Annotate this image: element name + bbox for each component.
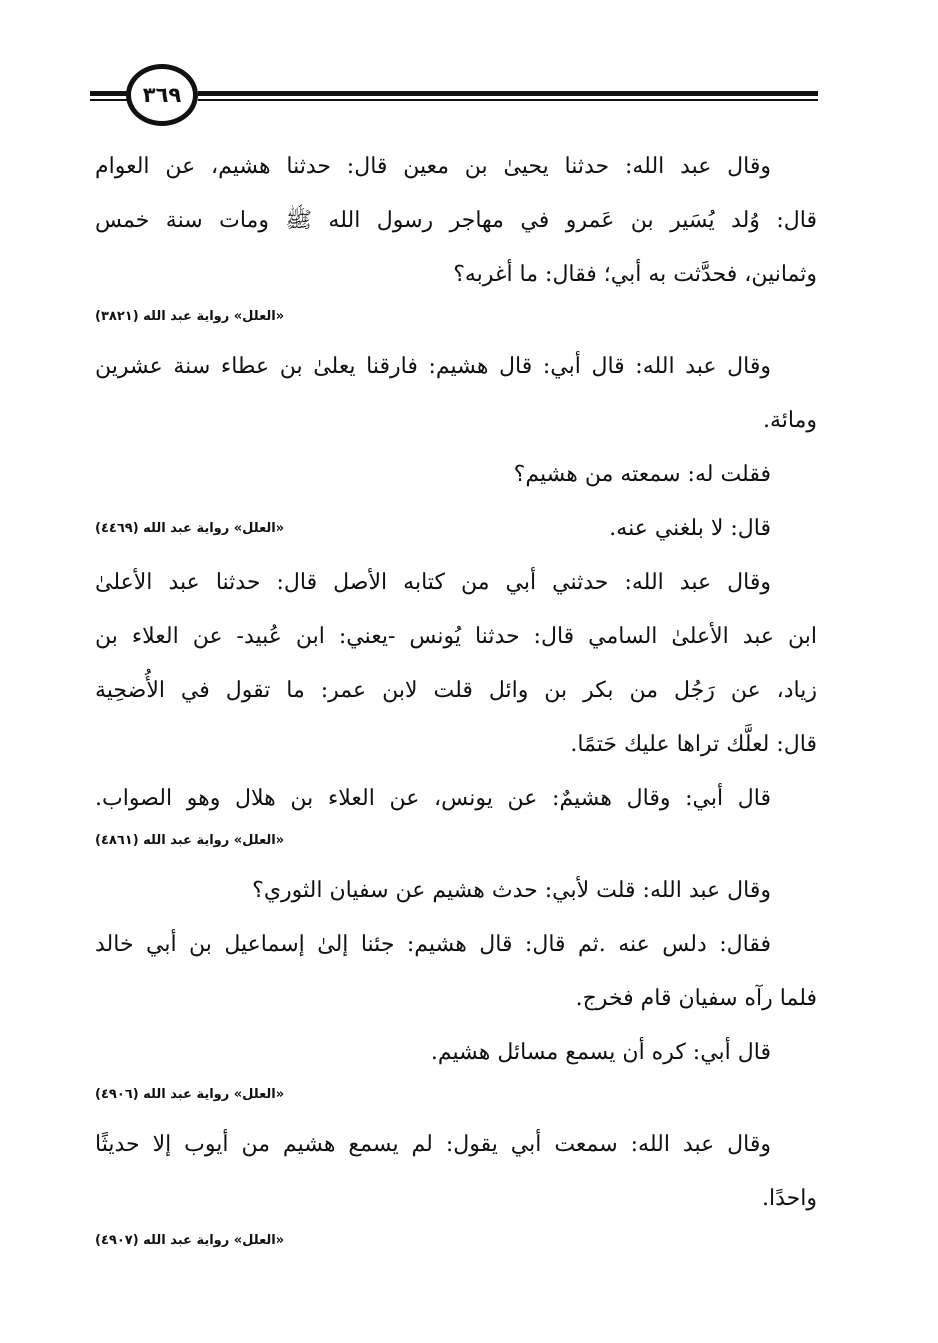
header-rule-right xyxy=(198,91,818,96)
text-line: وقال عبد الله: سمعت أبي يقول: لم يسمع هشيم من أيوب إلا حديثًا xyxy=(95,1132,771,1157)
source-reference: «العلل» رواية عبد الله (٤٩٠٦) xyxy=(95,1087,285,1102)
header-rule-left xyxy=(90,91,130,96)
page-number-badge xyxy=(126,64,198,126)
text-line: قال: وُلد يُسَير بن عَمرو في مهاجر رسول الله ﷺ ومات سنة خمس xyxy=(95,208,817,233)
paragraph-block xyxy=(95,340,817,556)
page-body xyxy=(95,140,817,1256)
text-line: فقلت له: سمعته من هشيم؟ xyxy=(513,462,771,487)
text-line: قال: لا بلغني عنه. xyxy=(609,516,771,541)
header-rule-left-thin xyxy=(90,99,130,101)
text-line: قال أبي: كره أن يسمع مسائل هشيم. xyxy=(430,1040,771,1065)
page-number: ٣٦٩ xyxy=(142,82,182,107)
text-line: فقال: دلس عنه .ثم قال: قال هشيم: جئنا إلىٰ إسماعيل بن أبي خالد xyxy=(95,932,771,957)
text-line: وثمانين، فحدَّثت به أبي؛ فقال: ما أغربه؟ xyxy=(453,262,817,287)
page-header xyxy=(90,62,818,132)
source-reference: «العلل» رواية عبد الله (٤٤٦٩) xyxy=(95,521,285,536)
paragraph-block xyxy=(95,1118,817,1256)
text-line: وقال عبد الله: حدثنا يحيىٰ بن معين قال: حدثنا هشيم، عن العوام xyxy=(95,154,771,179)
paragraph-block xyxy=(95,140,817,332)
text-line: فلما رآه سفيان قام فخرج. xyxy=(575,986,817,1011)
text-line: قال أبي: وقال هشيمٌ: عن يونس، عن العلاء بن هلال وهو الصواب. xyxy=(95,786,771,811)
text-line: زياد، عن رَجُل من بكر بن وائل قلت لابن عمر: ما تقول في الأُضحِية xyxy=(95,678,817,703)
source-reference: «العلل» رواية عبد الله (٤٨٦١) xyxy=(95,833,285,848)
text-line: وقال عبد الله: قال أبي: قال هشيم: فارقنا يعلىٰ بن عطاء سنة عشرين xyxy=(95,354,771,379)
source-reference: «العلل» رواية عبد الله (٤٩٠٧) xyxy=(95,1233,285,1248)
text-line: ومائة. xyxy=(762,408,817,433)
text-line: وقال عبد الله: قلت لأبي: حدث هشيم عن سفيان الثوري؟ xyxy=(252,878,771,903)
text-line: ابن عبد الأعلىٰ السامي قال: حدثنا يُونس -يعني: ابن عُبيد- عن العلاء بن xyxy=(95,624,817,649)
paragraph-block xyxy=(95,864,817,1110)
text-line: وقال عبد الله: حدثني أبي من كتابه الأصل قال: حدثنا عبد الأعلىٰ xyxy=(95,570,771,595)
line-with-reference xyxy=(95,502,817,556)
text-line: واحدًا. xyxy=(762,1186,817,1211)
text-line: قال: لعلَّك تراها عليك حَتمًا. xyxy=(570,732,817,757)
source-reference: «العلل» رواية عبد الله (٣٨٢١) xyxy=(95,309,285,324)
header-rule-right-thin xyxy=(198,99,818,101)
paragraph-block xyxy=(95,556,817,856)
